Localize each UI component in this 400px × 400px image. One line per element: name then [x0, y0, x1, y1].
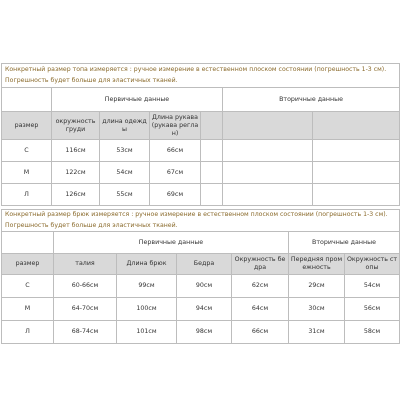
bottom-cell: 64-70см: [54, 298, 117, 321]
bottom-col-waist: талия: [54, 254, 117, 275]
bottom-cell: 66см: [232, 321, 289, 344]
top-col-length: длина одежды: [100, 112, 150, 140]
top-primary-header: Первичные данные: [52, 88, 223, 112]
bottom-col-thigh: Окружность бедра: [232, 254, 289, 275]
top-cell: [223, 162, 313, 184]
bottom-cell: 64см: [232, 298, 289, 321]
top-cell: 69см: [150, 184, 201, 206]
bottom-cell: Л: [2, 321, 54, 344]
top-col-size: размер: [2, 112, 52, 140]
top-size-table: [1, 63, 400, 206]
table-row: [2, 321, 400, 344]
top-corner-cell: [2, 88, 52, 112]
bottom-col-length: Длина брюк: [117, 254, 177, 275]
bottom-primary-header: Первичные данные: [54, 232, 289, 254]
bottom-cell: 62см: [232, 275, 289, 298]
bottom-col-front-rise: Передняя промежность: [289, 254, 345, 275]
table-row: [2, 275, 400, 298]
top-cell: [201, 140, 223, 162]
bottom-cell: 30см: [289, 298, 345, 321]
top-cell: 122см: [52, 162, 100, 184]
bottom-cell: 68-74см: [54, 321, 117, 344]
bottom-col-leg-opening: Окружность стопы: [345, 254, 400, 275]
top-cell: 116см: [52, 140, 100, 162]
table-row: [2, 184, 400, 206]
bottom-cell: 31см: [289, 321, 345, 344]
top-cell: Л: [2, 184, 52, 206]
bottom-cell: 56см: [345, 298, 400, 321]
bottom-cell: 99см: [117, 275, 177, 298]
top-cell: [201, 184, 223, 206]
bottom-cell: 100см: [117, 298, 177, 321]
top-col-sleeve: Длина рукава (рукава реглан): [150, 112, 201, 140]
top-col-chest: окружность груди: [52, 112, 100, 140]
top-cell: М: [2, 162, 52, 184]
bottom-cell: 29см: [289, 275, 345, 298]
bottom-corner-cell: [2, 232, 54, 254]
top-cell: [313, 162, 400, 184]
bottom-cell: С: [2, 275, 54, 298]
bottom-col-size: размер: [2, 254, 54, 275]
top-cell: [201, 162, 223, 184]
table-row: [2, 162, 400, 184]
top-cell: 126см: [52, 184, 100, 206]
bottom-cell: 98см: [177, 321, 232, 344]
table-row: [2, 140, 400, 162]
bottom-cell: 60-66см: [54, 275, 117, 298]
top-col-empty-1: [201, 112, 223, 140]
top-cell: [313, 184, 400, 206]
top-cell: 53см: [100, 140, 150, 162]
bottom-size-table: [1, 209, 400, 344]
top-cell: 54см: [100, 162, 150, 184]
bottom-cell: 101см: [117, 321, 177, 344]
bottom-cell: М: [2, 298, 54, 321]
top-cell: С: [2, 140, 52, 162]
bottom-cell: 94см: [177, 298, 232, 321]
table-row: [2, 298, 400, 321]
top-cell: 66см: [150, 140, 201, 162]
top-col-empty-2: [223, 112, 313, 140]
bottom-col-hips: Бедра: [177, 254, 232, 275]
top-secondary-header: Вторичные данные: [223, 88, 400, 112]
bottom-cell: 54см: [345, 275, 400, 298]
top-cell: 55см: [100, 184, 150, 206]
top-col-empty-3: [313, 112, 400, 140]
top-cell: [313, 140, 400, 162]
top-cell: [223, 140, 313, 162]
bottom-secondary-header: Вторичные данные: [289, 232, 400, 254]
top-cell: 67см: [150, 162, 201, 184]
bottom-cell: 90см: [177, 275, 232, 298]
bottom-cell: 58см: [345, 321, 400, 344]
bottom-measurement-note: Конкретный размер брюк измеряется : ручное измерение в естественном плоском состоянии (погрешность 1-3 см). Погрешность будет больше для эластичных тканей.: [2, 210, 400, 232]
top-measurement-note: Конкретный размер топа измеряется : ручное измерение в естественном плоском состоянии (погрешность 1-3 см). Погрешность будет больше для эластичных тканей.: [2, 64, 400, 88]
top-cell: [223, 184, 313, 206]
